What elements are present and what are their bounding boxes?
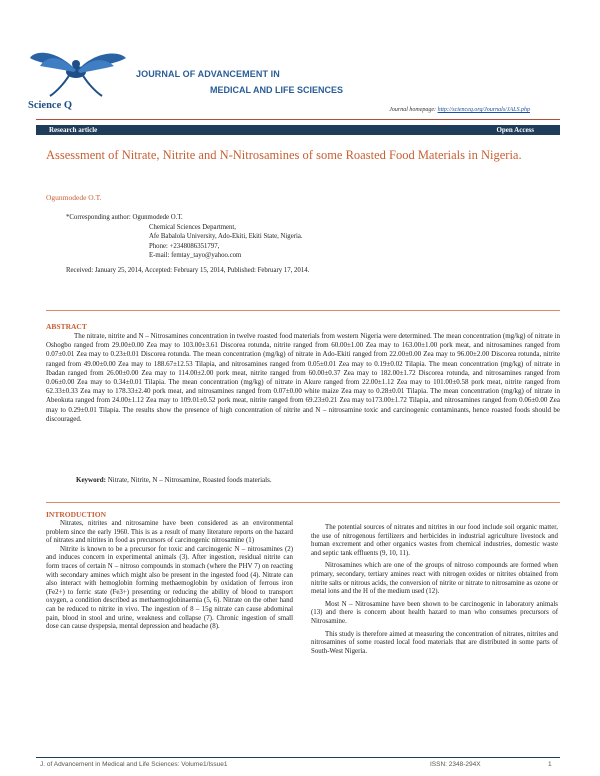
footer-journal: J. of Advancement in Medical and Life Sciences: Volume1/Issue1 <box>40 761 228 768</box>
bee-logo-icon <box>26 44 130 104</box>
keyword-values: Nitrate, Nitrite, N – Nitrosamine, Roasted foods materials. <box>105 476 272 484</box>
intro-paragraph: Nitrosamines which are one of the groups of nitroso compounds are formed when primary, secondary, tertiary amines react with nitrogen oxides or nitrites obtained from nitrite salts or nitrous acids, the conversion of nitrite or nitrate to nitrosamine as ozone or metal ions and the H of the medium used (12). <box>311 562 558 596</box>
corresponding-author-block <box>66 213 303 261</box>
introduction-right-column <box>311 524 558 660</box>
corr-line-1: *Corresponding author: Ogunmodede O.T. <box>66 214 183 221</box>
abstract-text: The nitrate, nitrite and N – Nitrosamines concentration in twelve roasted food materials from western Nigeria were determined. The mean concentration (mg/kg) of nitrate in Oshogbo ranged from 29.00±0.00 Zea may to 103.00±3.61 Discorea rotunda, nitrite ranged from 60.00±1.00 Zea may to 163.00±1.00 pork meat, and nitrosamines ranged from 0.07±0.01 Zea may to 0.23±0.01 Discorea rotunda. The mean concentration (mg/kg) of nitrate in Ado-Ekiti ranged from 22.00±0.00 Zea may to 96.00±2.00 Discorea rotunda, nitrite ranged from 49.00±0.00 Zea may to 188.67±12.53 Tilapia, and nitrosamines ranged from 0.05±0.01 Zea may to 0.19±0.02 Tilapia. The mean concentration (mg/kg) of nitrate in Ibadan ranged from 26.00±0.00 Zea may to 114.00±2.00 pork meat, nitrite ranged from 60.00±0.37 Zea may to 182.00±1.72 Discorea rotunda, and nitrosamines ranged from 0.06±0.00 Zea may to 0.34±0.01 Tilapia. The mean concentration (mg/kg) of nitrate in Akure ranged from 22.00±1.12 Zea may to 101.00±0.58 pork meat, nitrite ranged from 62.33±0.33 Zea may to 178.33±2.40 pork meat, and nitrosamines ranged from 0.07±0.00 white maize Zea may to 0.28±0.01 Tilapia. The mean concentration (mg/kg) of nitrate in Abeokuta ranged from 24.00±1.12 Zea may to 109.01±0.52 pork meat, nitrite ranged from 69.23±0.21 Zea may to173.00±1.72 Tilapia, and nitrosamines ranged from 0.06±0.00 Zea may to 0.29±0.01 Tilapia. The results show the presence of high concentration of nitrite and N – nitrosamine toxic and carcinogenic contaminants, hence roasted foods should be discouraged. <box>46 332 560 423</box>
footer-issn: ISSN: 2348-294X <box>430 761 481 768</box>
abstract-heading: ABSTRACT <box>46 322 87 331</box>
intro-paragraph: Most N – Nitrosamine have been shown to be carcinogenic in laboratory animals (13) and there is concern about health hazard to man who consumes precursors of Nitrosamine. <box>311 600 558 625</box>
journal-homepage <box>389 107 530 113</box>
journal-title-line2: MEDICAL AND LIFE SCIENCES <box>210 85 344 95</box>
corr-line-2: Chemical Sciences Department, <box>149 223 237 231</box>
intro-paragraph: This study is therefore aimed at measuring the concentration of nitrates, nitrites and nitrosamines of some roasted local food materials that are distributed in some parts of South-West Nigeria. <box>311 630 558 655</box>
footer-divider <box>36 757 560 758</box>
homepage-link[interactable]: http://scienceq.org/Journals/JALS.php <box>437 107 530 113</box>
keyword-label: Keyword: <box>76 476 106 484</box>
intro-paragraph: The potential sources of nitrates and nitrites in our food include soil organic matter, the use of nitrogenous fertilizers and herbicides in industrial agriculture livestock and human excrement and other organics wastes from chemical industries, domestic waste and septic tank effluents (9, 10, 11). <box>311 524 558 557</box>
abstract-top-rule <box>46 310 560 311</box>
article-author: Ogunmodede O.T. <box>46 193 102 202</box>
introduction-left-column <box>46 520 293 632</box>
homepage-label: Journal homepage: <box>389 107 438 113</box>
corr-line-4: Phone: +2348086351797, <box>149 242 220 250</box>
footer-page-number: 1 <box>548 761 552 768</box>
article-type-bar <box>36 125 560 135</box>
open-access-label: Open Access <box>496 125 534 134</box>
intro-paragraph: Nitrite is known to be a precursor for toxic and carcinogenic N – nitrosamines (2) and induces concern in experimental animals (3). After ingestion, residual nitrite can form traces of certain N – nitroso compounds in stomach (where the PHV 7) on reacting with secondary amines which might also be present in the ingested food (4). Nitrate can also interact with hemoglobin forming methaemoglobin by oxidation of ferrous iron (Fe2+) to ferric state (Fe3+) presenting or reducing the ability of blood to transport oxygen, a condition described as methaemoglobinaemia (5, 6). Nitrate on the other hand can be reduced to nitrite in vivo. The ingestion of 8 – 15g nitrate can cause abdominal pain, blood in stool and urine, weakness and collapse (7). Chronic ingestion of small dose can cause dyspepsia, mental depression and headache (8). <box>46 545 293 631</box>
introduction-top-rule <box>46 502 560 503</box>
logo-text: Science Q <box>28 100 73 111</box>
header-divider <box>36 119 560 120</box>
introduction-heading: INTRODUCTION <box>46 510 107 519</box>
keywords <box>76 476 272 484</box>
corr-line-3: Afe Babalola University, Ado-Ekiti, Ekiti State, Nigeria. <box>149 233 303 240</box>
corr-line-5: E-mail: femtay_tayo@yahoo.com <box>149 252 242 259</box>
article-type-label: Research article <box>49 125 98 134</box>
intro-paragraph: Nitrates, nitrites and nitrosamine have been considered as an environmental problem since the early 1960. This is as a result of many literature reports on the hazard of nitrates and nitrites in food as precursors of carcinogenic nitrosamine (1) <box>46 520 293 545</box>
article-title: Assessment of Nitrate, Nitrite and N-Nitrosamines of some Roasted Food Materials in Nigeria. <box>46 148 522 162</box>
journal-title-line1: JOURNAL OF ADVANCEMENT IN <box>136 69 280 79</box>
article-dates: Received: January 25, 2014, Accepted: February 15, 2014, Published: February 17, 2014. <box>66 267 310 274</box>
